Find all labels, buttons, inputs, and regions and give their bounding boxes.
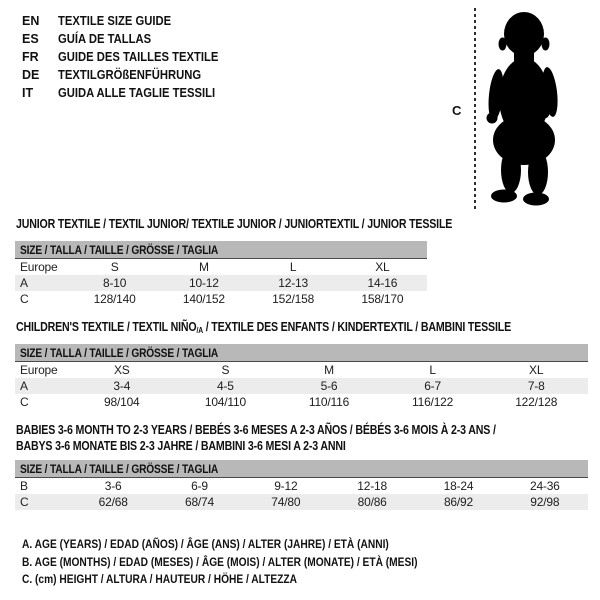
age-cell: 18-24 — [443, 479, 474, 493]
lang-code: ES — [22, 32, 39, 46]
row-label: C — [20, 395, 29, 409]
age-cell: 12-13 — [249, 275, 338, 291]
footnote-a: A. AGE (YEARS) / EDAD (AÑOS) / ÂGE (ANS) / ALTER (JAHRE) / ETÀ (ANNI) — [22, 537, 389, 551]
age-cell: 14-16 — [338, 275, 427, 291]
age-cell: 10-12 — [159, 275, 248, 291]
junior-title-text: JUNIOR TEXTILE / TEXTIL JUNIOR/ TEXTILE JUNIOR / JUNIORTEXTIL / JUNIOR TESSILE — [16, 217, 453, 231]
height-cell: 74/80 — [243, 494, 329, 510]
lang-row-fr — [22, 48, 236, 66]
age-cell: 5-6 — [277, 378, 381, 394]
size-cell: XL — [529, 363, 544, 377]
size-cell: S — [221, 363, 230, 377]
height-cell: 62/68 — [70, 494, 156, 510]
age-cell: 12-18 — [357, 479, 387, 493]
lang-title: GUÍA DE TALLAS — [58, 32, 152, 46]
row-label: Europe — [20, 260, 58, 274]
table-row — [15, 494, 588, 510]
height-cell: 152/158 — [272, 292, 315, 306]
babies-size-table — [15, 460, 588, 510]
lang-code: DE — [22, 68, 40, 82]
size-cell: M — [324, 363, 334, 377]
age-cell: 3-4 — [70, 378, 174, 394]
babies-title-line2: BABYS 3-6 MONATE BIS 2-3 JAHRE / BAMBINI 3-6 MESI A 2-3 ANNI — [16, 438, 346, 453]
row-label: A — [15, 275, 70, 291]
babies-size-header-row — [15, 460, 588, 478]
height-cell: 80/86 — [329, 494, 415, 510]
height-cell: 128/140 — [93, 292, 136, 306]
height-cell: 86/92 — [415, 494, 501, 510]
children-title-text — [16, 320, 511, 335]
children-title-suffix: / TEXTILE DES ENFANTS / KINDERTEXTIL / BAMBINI TESSILE — [202, 320, 512, 334]
table-row — [15, 394, 588, 410]
table-row — [15, 275, 427, 291]
lang-title: GUIDE DES TAILLES TEXTILE — [58, 50, 219, 64]
height-cell: 116/122 — [412, 395, 454, 409]
language-list — [22, 12, 236, 102]
lang-title: GUIDA ALLE TAGLIE TESSILI — [58, 86, 216, 100]
footnote-c: C. (cm) HEIGHT / ALTURA / HAUTEUR / HÖHE / ALTEZZA — [22, 572, 298, 586]
table-row — [15, 362, 588, 379]
height-cell: 92/98 — [502, 494, 588, 510]
lang-code: EN — [22, 14, 40, 28]
size-header-label: SIZE / TALLA / TAILLE / GRÖSSE / TAGLIA — [20, 242, 219, 257]
height-measure-label: C — [452, 103, 462, 118]
table-row — [15, 291, 427, 307]
row-label: Europe — [20, 363, 58, 377]
size-cell: L — [289, 260, 297, 274]
size-header-label: SIZE / TALLA / TAILLE / GRÖSSE / TAGLIA — [20, 345, 219, 360]
lang-row-en — [22, 12, 236, 30]
height-cell: 140/152 — [182, 292, 225, 306]
height-cell: 122/128 — [515, 395, 558, 409]
age-cell: 24-36 — [529, 479, 560, 493]
age-cell: 6-7 — [381, 378, 485, 394]
baby-silhouette — [484, 10, 568, 208]
age-cell: 8-10 — [70, 275, 159, 291]
junior-size-table — [15, 241, 427, 307]
babies-title-line1: BABIES 3-6 MONTH TO 2-3 YEARS / BEBÉS 3-6 MESES A 2-3 AÑOS / BÉBÉS 3-6 MOIS À 2-3 ANS / — [16, 423, 496, 437]
children-title-subscript: /A — [196, 326, 203, 335]
size-cell: S — [110, 260, 119, 274]
row-label: C — [15, 494, 70, 510]
age-cell: 9-12 — [274, 479, 298, 493]
babies-section-title — [16, 423, 580, 454]
table-row — [15, 478, 588, 495]
table-row — [15, 259, 427, 276]
age-cell: 7-8 — [484, 378, 588, 394]
size-header-label: SIZE / TALLA / TAILLE / GRÖSSE / TAGLIA — [20, 461, 219, 476]
children-title-prefix: CHILDREN'S TEXTILE / TEXTIL NIÑO — [16, 320, 197, 334]
size-cell: XS — [113, 363, 130, 377]
lang-row-it — [22, 84, 236, 102]
junior-section-title — [16, 217, 529, 231]
lang-code: IT — [22, 86, 34, 100]
age-cell: 6-9 — [191, 479, 208, 493]
children-size-header-row — [15, 344, 588, 362]
lang-code: FR — [22, 50, 39, 64]
height-cell: 68/74 — [156, 494, 242, 510]
age-cell: 4-5 — [174, 378, 278, 394]
height-cell: 110/116 — [308, 395, 350, 409]
lang-row-de — [22, 66, 236, 84]
size-cell: M — [198, 260, 209, 274]
row-label: A — [15, 378, 70, 394]
height-cell: 158/170 — [361, 292, 404, 306]
row-label: B — [20, 479, 28, 493]
height-cell: 98/104 — [104, 395, 140, 409]
table-row — [15, 378, 588, 394]
children-size-table — [15, 344, 588, 410]
lang-row-es — [22, 30, 236, 48]
footnote-legend — [22, 536, 487, 589]
size-cell: XL — [375, 260, 390, 274]
height-cell: 104/110 — [204, 395, 246, 409]
height-measure-dotted-line — [474, 8, 476, 212]
junior-size-header-row — [15, 241, 427, 259]
lang-title: TEXTILGRÖßENFÜHRUNG — [58, 68, 202, 82]
children-section-title — [16, 320, 598, 335]
footnote-b: B. AGE (MONTHS) / EDAD (MESES) / ÂGE (MOIS) / ALTER (MONATE) / ETÀ (MESI) — [22, 554, 418, 569]
age-cell: 3-6 — [104, 479, 122, 493]
lang-title: TEXTILE SIZE GUIDE — [58, 14, 172, 28]
row-label: C — [20, 292, 29, 306]
size-cell: L — [429, 363, 436, 377]
